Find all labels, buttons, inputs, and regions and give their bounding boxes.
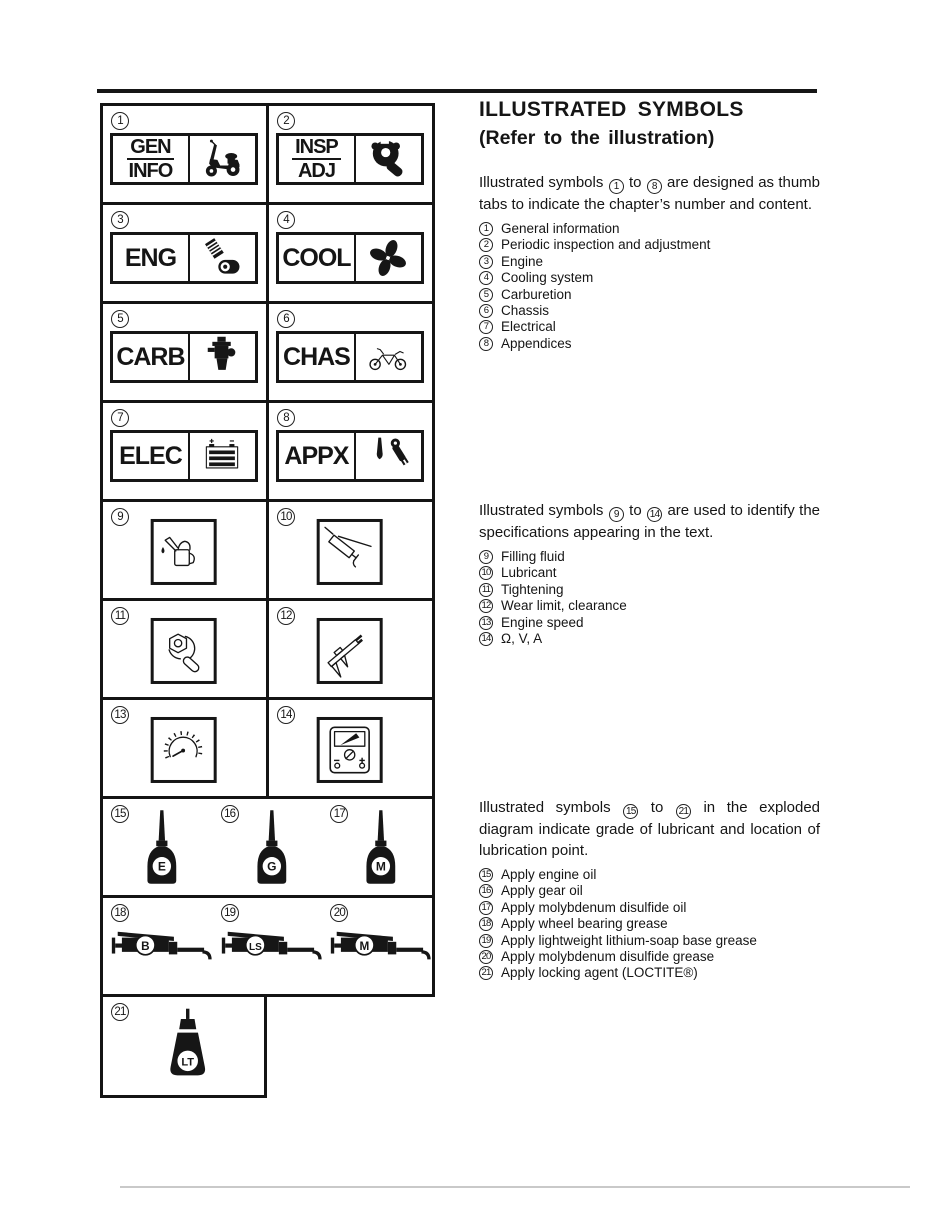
section-lubrication [479,797,820,983]
grid-row-4 [103,403,432,502]
legend-item: 13 Engine speed [479,616,820,630]
section-paragraph: Illustrated symbols 1 to 8 are designed as thumb tabs to indicate the chapter’s number and content. [479,174,821,213]
circled-number: 12 [479,599,493,613]
legend-item: 7 Electrical [479,320,820,334]
spec-symbol-cell-10 [269,502,432,598]
legend-item: 8 Appendices [479,337,820,351]
legend-item: 6 Chassis [479,304,820,318]
grease-gun-silhouette-icon [110,924,214,973]
grade-letter: LS [248,941,262,953]
chapter-tab-cell-4 [269,205,432,301]
spec-symbol-cell-13 [103,700,269,796]
wrench-head-icon [356,136,421,182]
badge-label: ENG [113,235,190,281]
circled-number: 8 [479,337,493,351]
grid-row-3 [103,304,432,403]
chapter-tab-cell-6 [269,304,432,400]
spec-symbol-cell-12 [269,601,432,697]
legend-item: 12 Wear limit, clearance [479,599,820,613]
circled-number: 11 [479,583,493,597]
grade-letter: E [157,859,166,874]
circled-number: 8 [647,179,662,194]
cell-number: 7 [111,409,129,427]
grid-row-1 [103,106,432,205]
badge-label: INSP ADJ [279,136,356,182]
badge-label: APPX [279,433,356,479]
motorcycle-icon [356,334,421,380]
legend-item: 17 Apply molybdenum disulfide oil [479,901,820,915]
chapter-badge [276,430,424,482]
legend-item: 3 Engine [479,255,820,269]
oiler-group-15 [103,799,213,895]
oil-can-icon [150,519,216,585]
grid-row-2 [103,205,432,304]
grid-row-6 [103,601,432,700]
cell-number: 4 [277,211,295,229]
cell-number: 12 [277,607,295,625]
cell-number: 19 [221,904,239,922]
circled-number: 7 [479,320,493,334]
oiler-group-17 [322,799,432,895]
locking-agent-cell-21 [100,997,267,1098]
circled-number: 15 [623,804,638,819]
grid-row-9 [103,898,432,994]
circled-number: 2 [479,238,493,252]
cell-number: 2 [277,112,295,130]
chapter-badge [110,133,258,185]
cell-number: 3 [111,211,129,229]
chapter-tab-cell-7 [103,403,269,499]
section-specifications [479,500,820,648]
grade-letter: G [266,859,277,874]
legend-list [479,222,820,351]
circled-number: 13 [479,616,493,630]
piston-icon [190,235,255,281]
locking-agent-bottle-icon [156,1007,218,1094]
legend-item: 16 Apply gear oil [479,884,820,898]
spec-symbol-cell-9 [103,502,269,598]
circled-number: 16 [479,884,493,898]
circled-number: 9 [609,507,624,522]
grease-group-20 [322,898,432,994]
legend-item: 21 Apply locking agent (LOCTITE®) [479,966,820,980]
legend-item: 1 General information [479,222,820,236]
badge-label: CHAS [279,334,356,380]
carburetor-icon [190,334,255,380]
cell-number: 8 [277,409,295,427]
circled-number: 14 [647,507,662,522]
cell-number: 15 [111,805,129,823]
circled-number: 20 [479,950,493,964]
circled-number: 3 [479,255,493,269]
legend-list [479,550,820,646]
grease-gun-icon [316,519,382,585]
grade-letter: B [140,939,150,953]
oiler-can-icon [357,808,405,891]
chapter-tab-cell-8 [269,403,432,499]
circled-number: 19 [479,934,493,948]
circled-number: 9 [479,550,493,564]
badge-label: COOL [279,235,356,281]
grid-row-5 [103,502,432,601]
spec-symbol-cell-14 [269,700,432,796]
spec-symbol-cell-11 [103,601,269,697]
circled-number: 5 [479,288,493,302]
cell-number: 10 [277,508,295,526]
multimeter-icon [316,717,382,783]
legend-item: 11 Tightening [479,583,820,597]
legend-item: 4 Cooling system [479,271,820,285]
grade-letter: M [359,939,370,953]
circled-number: 21 [676,804,691,819]
cell-number: 17 [330,805,348,823]
circled-number: 6 [479,304,493,318]
circled-number: 1 [609,179,624,194]
legend-item: 19 Apply lightweight lithium-soap base grease [479,934,820,948]
legend-item: 20 Apply molybdenum disulfide grease [479,950,820,964]
legend-item: 18 Apply wheel bearing grease [479,917,820,931]
circled-number: 15 [479,868,493,882]
circled-number: 1 [479,222,493,236]
oiler-can-icon [138,808,186,891]
legend-item: 14 Ω, V, A [479,632,820,646]
cell-number: 16 [221,805,239,823]
chapter-tab-cell-5 [103,304,269,400]
chapter-badge [110,232,258,284]
chapter-badge [110,331,258,383]
cell-number: 13 [111,706,129,724]
badge-label: CARB [113,334,190,380]
chapter-tab-cell-1 [103,106,269,202]
grade-letter: LT [180,1056,194,1069]
cell-number: 5 [111,310,129,328]
section-chapter-tabs [479,172,820,353]
grease-group-18 [103,898,213,994]
battery-icon [190,433,255,479]
circled-number: 10 [479,566,493,580]
oiler-can-icon [247,808,295,891]
legend-item: 15 Apply engine oil [479,868,820,882]
cell-number: 1 [111,112,129,130]
grade-letter: M [376,859,387,874]
oiler-group-16 [213,799,323,895]
tachometer-icon [150,717,216,783]
legend-item: 5 Carburetion [479,288,820,302]
legend-list [479,868,820,980]
circled-number: 4 [479,271,493,285]
circled-number: 17 [479,901,493,915]
section-paragraph: Illustrated symbols 15 to 21 in the exploded diagram indicate grade of lubricant and location of lubrication point. [479,799,821,859]
cell-number: 11 [111,607,129,625]
chapter-badge [276,133,424,185]
grease-gun-silhouette-icon [329,924,433,973]
badge-label: ELEC [113,433,190,479]
wrench-nut-icon [150,618,216,684]
chapter-badge [110,430,258,482]
legend-item: 2 Periodic inspection and adjustment [479,238,820,252]
cell-number: 14 [277,706,295,724]
page-title: ILLUSTRATED SYMBOLS (Refer to the illustration) [479,98,744,149]
legend-item: 9 Filling fluid [479,550,820,564]
scooter-icon [190,136,255,182]
legend-item: 10 Lubricant [479,566,820,580]
cell-number: 20 [330,904,348,922]
circled-number: 21 [479,966,493,980]
chapter-tab-cell-2 [269,106,432,202]
cell-number: 9 [111,508,129,526]
section-paragraph: Illustrated symbols 9 to 14 are used to identify the specifications appearing in the text. [479,502,821,541]
circled-number: 18 [479,917,493,931]
caliper-icon [316,618,382,684]
cell-number: 18 [111,904,129,922]
cell-number: 21 [111,1003,129,1021]
tools-icon [356,433,421,479]
fan-icon [356,235,421,281]
circled-number: 14 [479,632,493,646]
grease-gun-silhouette-icon [220,924,324,973]
scan-artifact-line [120,1186,910,1188]
chapter-tab-cell-3 [103,205,269,301]
badge-label: GEN INFO [113,136,190,182]
top-rule [97,89,817,93]
chapter-badge [276,331,424,383]
symbol-grid [100,103,435,997]
grease-group-19 [213,898,323,994]
cell-number: 6 [277,310,295,328]
chapter-badge [276,232,424,284]
grid-row-8 [103,799,432,898]
grid-row-7 [103,700,432,799]
